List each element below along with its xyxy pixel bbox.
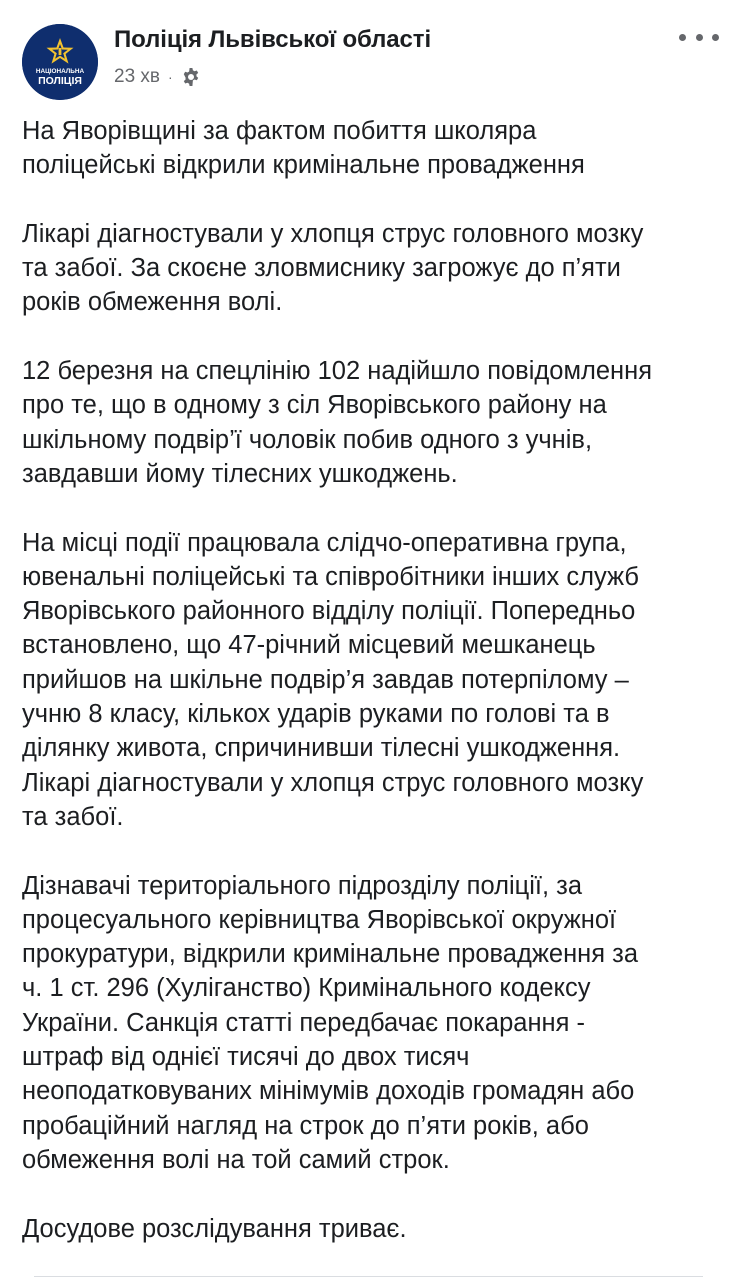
post-paragraph: Досудове розслідування триває. [22,1214,407,1243]
post-paragraph: 12 березня на спецлінію 102 надійшло повідомлення про те, що в одному з сіл Яворівського району на шкільному подвір’ї чоловік побив одного з учнів, завдавши йому тілесних ушкоджень. [22,357,653,488]
more-dot [696,34,703,41]
page-name-link[interactable]: Поліція Львівської області [114,26,432,53]
divider [34,1276,703,1277]
avatar-text-line1: НАЦІОНАЛЬНА [35,68,85,75]
post-paragraph: На місці події працювала слідчо-оперативна група, ювенальні поліцейські та співробітники інших служб Яворівського районного відділу поліції. Попередньо встановлено, що 47-річний місцевий мешканець прийшов на шкільне подвір’я завдав потерпілому – учню 8 класу, кількох ударів руками по голові та в ділянку живота, спричинивши тілесні ушкодження. Лікарі діагностували у хлопця струс головного мозку та забої. [22,528,644,831]
post-paragraph: Лікарі діагностували у хлопця струс головного мозку та забої. За скоєне зловмиснику загрожує до п’яти років обмеження волі. [22,219,644,317]
more-dot [712,34,719,41]
meta-separator: · [168,69,173,85]
post-meta [114,64,201,90]
avatar-text-line2: ПОЛІЦІЯ [38,75,82,87]
post-paragraph: На Яворівщині за фактом побиття школяра поліцейські відкрили кримінальне провадження [22,117,585,180]
post-paragraph: Дізнавачі територіального підрозділу поліції, за процесуального керівництва Яворівської окружної прокуратури, відкрили кримінальне провадження за ч. 1 ст. 296 (Хуліганство) Кримінального кодексу України. Санкція статті передбачає покарання - штраф від однієї тисячі до двох тисяч неоподатковуваних мінімумів доходів громадян або пробаційний нагляд на строк до п’яти років, або обмеження волі на той самий строк. [22,871,639,1174]
more-dots-icon [679,34,686,41]
post-timestamp[interactable]: 23 хв [114,66,161,87]
post-header [0,0,737,110]
more-options-button[interactable] [679,26,719,48]
page-avatar[interactable] [22,24,98,100]
police-logo-icon [22,24,98,100]
post-text [22,114,722,1246]
gear-icon[interactable] [181,67,201,87]
